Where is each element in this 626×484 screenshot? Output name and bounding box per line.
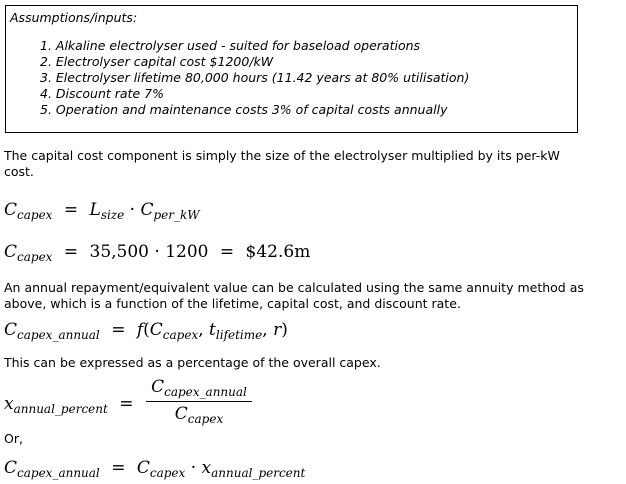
paragraph-capital-cost-line2: cost. [4,164,34,179]
assumption-item: 5. Operation and maintenance costs 3% of capital costs annually [40,102,448,117]
eq-equals: = [219,242,235,262]
eq-open-paren: ( [143,320,150,340]
eq-equals: = [63,242,79,262]
eq-var-l: $L_{size}$ [89,200,125,222]
eq-cost-value: 1200 [165,242,209,262]
equation-annual-percent-fraction [146,377,252,426]
eq-var-x: $x_{annual\_percent}$ [4,394,108,416]
paragraph-percentage: This can be expressed as a percentage of the overall capex. [4,355,381,370]
fraction-numerator [146,377,252,399]
equation-annual-percent-lhs [4,394,139,416]
paragraph-or: Or, [4,431,23,446]
eq-var-c: $C_{capex}$ [4,242,53,264]
eq-func-f: f [136,320,144,340]
assumption-item: 1. Alkaline electrolyser used - suited for baseload operations [40,38,421,53]
assumption-item: 4. Discount rate 7% [40,86,164,101]
assumptions-list [40,38,469,118]
equation-annual-product [4,458,305,480]
fraction-bar [146,401,252,402]
eq-var-c: $C_{capex}$ [4,200,53,222]
eq-var-x: $x_{annual\_percent}$ [201,458,306,480]
paragraph-annuity-line1: An annual repayment/equivalent value can be calculated using the same annuity method as [4,280,584,295]
eq-close-paren: ) [281,320,288,340]
eq-var-c: $C_{capex}$ [174,404,224,426]
eq-equals: = [119,394,134,414]
eq-dot: · [154,242,160,262]
eq-equals: = [111,320,126,340]
paragraph-annuity-line2: above, which is a function of the lifetime, capital cost, and discount rate. [4,296,461,311]
equation-annual-function [4,320,288,342]
eq-var-r: r [273,320,282,340]
eq-dot: · [190,458,197,478]
eq-result-value: $42.6m [245,242,311,262]
paragraph-capital-cost-line1: The capital cost component is simply the size of the electrolyser multiplied by its per-kW [4,148,560,163]
eq-equals: = [63,200,79,220]
assumptions-title: Assumptions/inputs: [10,10,138,25]
assumption-item: 2. Electrolyser capital cost $1200/kW [40,54,274,69]
eq-dot: · [129,200,136,220]
eq-comma: , [262,320,268,340]
eq-var-c: $C_{capex\_annual}$ [4,320,100,342]
eq-size-value: 35,500 [89,242,149,262]
equation-capex-formula [4,200,200,222]
eq-var-c: $C_{capex\_annual}$ [151,377,247,399]
fraction-denominator [146,404,252,426]
eq-comma: , [198,320,204,340]
eq-var-t: $t_{lifetime}$ [209,320,263,342]
assumptions-box [5,5,578,133]
equation-capex-value [4,242,310,264]
eq-var-c: $C_{per\_kW}$ [140,200,200,222]
eq-equals: = [111,458,126,478]
eq-var-c: $C_{capex}$ [136,458,186,480]
assumption-item: 3. Electrolyser lifetime 80,000 hours (11.42 years at 80% utilisation) [40,70,470,85]
eq-var-c: $C_{capex}$ [149,320,199,342]
eq-var-c: $C_{capex\_annual}$ [4,458,100,480]
